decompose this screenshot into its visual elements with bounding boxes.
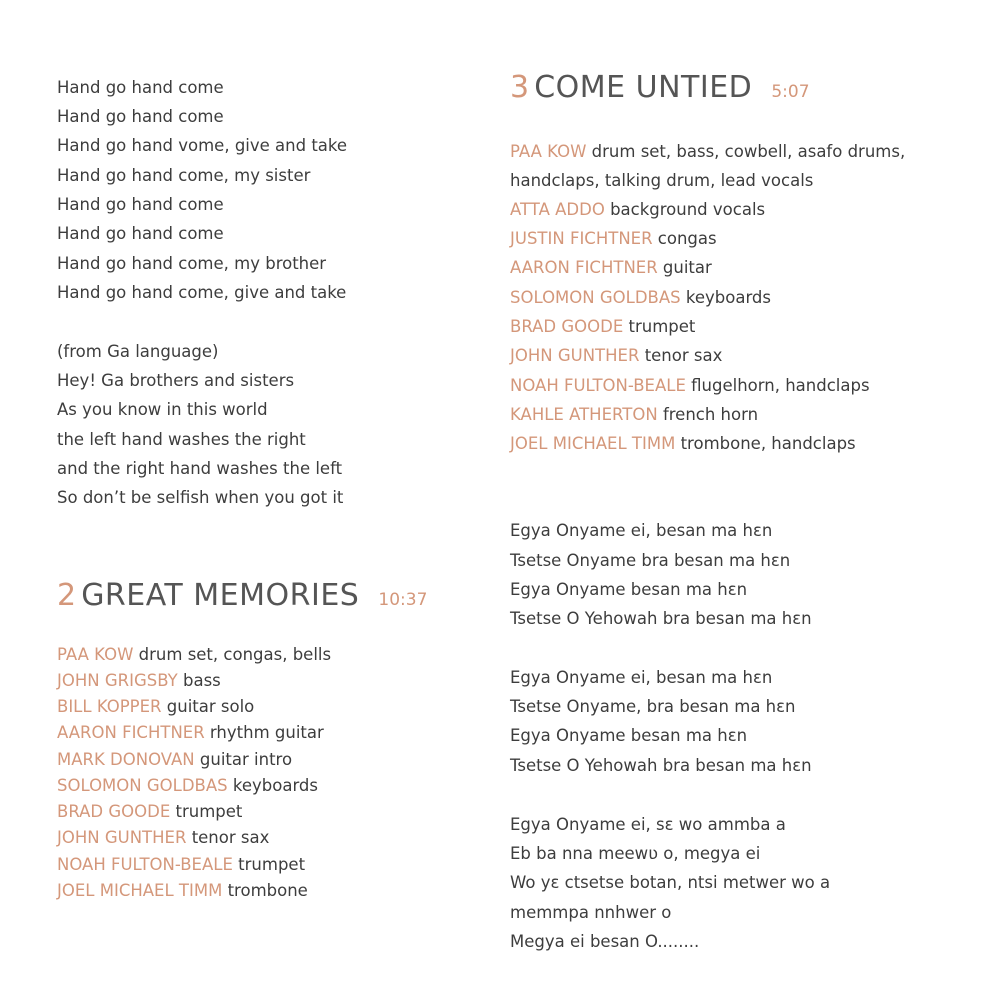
track-duration: 5:07 [771,82,810,102]
lyrics-line: As you know in this world [57,400,268,419]
musician-role: background vocals [610,200,766,219]
credit-row [57,645,331,665]
lyrics-line: Tsetse Onyame, bra besan ma hɛn [510,697,796,716]
lyrics-line: Egya Onyame ei, besan ma hɛn [510,521,773,540]
musician-role: guitar solo [166,697,255,716]
lyrics-line: the left hand washes the right [57,430,306,449]
lyrics-line: memmpa nnhwer o [510,903,672,922]
musician-role: keyboards [232,776,319,795]
track-2-heading [57,578,427,613]
credit-row [510,200,765,220]
track-number: 3 [510,70,530,105]
musician-role: handclaps, talking drum, lead vocals [510,171,814,190]
credit-row [510,142,905,162]
credit-row [510,317,695,337]
lyrics-line: Megya ei besan O........ [510,932,700,951]
credit-row [510,288,771,308]
lyrics-line: So don’t be selfish when you got it [57,488,344,507]
credit-row [57,881,308,901]
musician-role: flugelhorn, handclaps [691,376,870,395]
lyrics-line: Egya Onyame besan ma hɛn [510,580,748,599]
musician-name: BRAD GOODE [510,317,624,336]
musician-role: keyboards [685,288,772,307]
lyrics-line: Hey! Ga brothers and sisters [57,371,295,390]
lyrics-line: Egya Onyame ei, besan ma hɛn [510,668,773,687]
musician-name: JOHN GRIGSBY [57,671,178,690]
musician-role: rhythm guitar [209,723,324,742]
credit-row [57,855,305,875]
musician-name: JOHN GUNTHER [510,346,640,365]
credit-row [510,434,856,454]
track-number: 2 [57,578,77,613]
musician-name: BILL KOPPER [57,697,162,716]
track-title: COME UNTIED [534,70,753,105]
musician-name: BRAD GOODE [57,802,171,821]
track-title: GREAT MEMORIES [81,578,360,613]
musician-name: AARON FICHTNER [510,258,658,277]
lyrics-line: Hand go hand come, my brother [57,254,327,273]
credit-row [510,405,758,425]
track-3-heading [510,70,810,105]
lyrics-line: Egya Onyame ei, sɛ wo ammba a [510,815,786,834]
credit-row [57,697,254,717]
musician-role: trumpet [238,855,306,874]
musician-name: PAA KOW [510,142,587,161]
musician-role: trumpet [628,317,696,336]
lyrics-line: and the right hand washes the left [57,459,343,478]
lyrics-line: Eb ba nna meewʋ o, megya ei [510,844,761,863]
track-duration: 10:37 [378,590,428,610]
musician-name: SOLOMON GOLDBAS [510,288,681,307]
credit-row [57,828,269,848]
credit-row [510,346,722,366]
credit-row-continuation [510,171,813,191]
credit-row [57,802,242,822]
musician-name: JOEL MICHAEL TIMM [57,881,223,900]
lyrics-line: (from Ga language) [57,342,219,361]
lyrics-line: Hand go hand come [57,107,224,126]
musician-role: tenor sax [191,828,270,847]
musician-name: NOAH FULTON-BEALE [57,855,233,874]
lyrics-line: Hand go hand vome, give and take [57,136,348,155]
musician-role: trumpet [175,802,243,821]
musician-role: tenor sax [644,346,723,365]
lyrics-line: Hand go hand come [57,78,224,97]
lyrics-line: Tsetse Onyame bra besan ma hɛn [510,551,791,570]
credit-row [510,376,870,396]
musician-role: guitar intro [199,750,293,769]
musician-name: ATTA ADDO [510,200,605,219]
musician-name: JUSTIN FICHTNER [510,229,653,248]
musician-name: SOLOMON GOLDBAS [57,776,228,795]
lyrics-line: Hand go hand come [57,195,224,214]
lyrics-line: Tsetse O Yehowah bra besan ma hɛn [510,756,812,775]
credit-row [57,723,324,743]
musician-role: drum set, congas, bells [138,645,332,664]
musician-role: congas [657,229,717,248]
musician-name: NOAH FULTON-BEALE [510,376,686,395]
lyrics-line: Wo yɛ ctsetse botan, ntsi metwer wo a [510,873,831,892]
musician-role: french horn [662,405,759,424]
lyrics-line: Hand go hand come, my sister [57,166,311,185]
credit-row [510,229,717,249]
musician-role: trombone, handclaps [680,434,856,453]
musician-role: bass [182,671,221,690]
musician-name: PAA KOW [57,645,134,664]
musician-name: KAHLE ATHERTON [510,405,658,424]
musician-role: trombone [227,881,308,900]
musician-role: drum set, bass, cowbell, asafo drums, [591,142,906,161]
musician-name: JOHN GUNTHER [57,828,187,847]
musician-role: guitar [662,258,712,277]
musician-name: JOEL MICHAEL TIMM [510,434,676,453]
credit-row [510,258,712,278]
musician-name: AARON FICHTNER [57,723,205,742]
lyrics-line: Hand go hand come, give and take [57,283,347,302]
lyrics-line: Hand go hand come [57,224,224,243]
musician-name: MARK DONOVAN [57,750,195,769]
lyrics-line: Tsetse O Yehowah bra besan ma hɛn [510,609,812,628]
credit-row [57,671,221,691]
lyrics-line: Egya Onyame besan ma hɛn [510,726,748,745]
credit-row [57,776,318,796]
credit-row [57,750,292,770]
